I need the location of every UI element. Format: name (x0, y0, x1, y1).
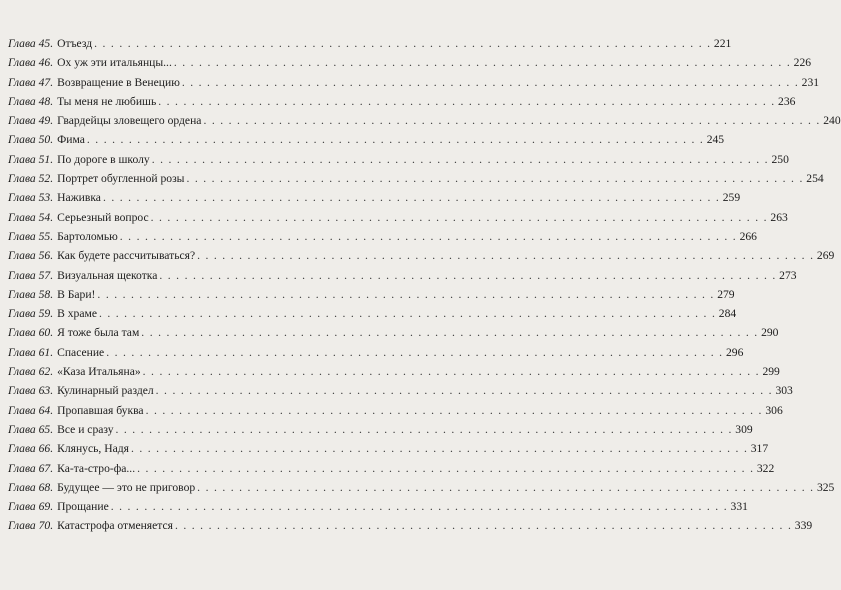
page-number: 245 (706, 133, 725, 147)
toc-entry (8, 53, 812, 72)
chapter-label: Глава 50. (8, 133, 54, 147)
chapter-title: Бартоломью (57, 229, 118, 243)
toc-entry (8, 459, 775, 478)
toc-entry (8, 188, 741, 207)
page-number: 303 (775, 384, 793, 398)
chapter-label: Глава 69. (8, 500, 54, 514)
chapter-title: Как будете рассчитываться? (57, 249, 196, 263)
toc-entry (8, 323, 779, 342)
chapter-title: Возвращение в Венецию (57, 75, 180, 89)
chapter-title: «Каза Итальяна» (57, 365, 141, 379)
page-number: 296 (725, 345, 744, 359)
chapter-label: Глава 63. (8, 384, 54, 398)
chapter-title: Спасение (57, 345, 105, 359)
chapter-label: Глава 47. (8, 75, 54, 89)
toc-entry (8, 478, 835, 497)
dot-leader (111, 497, 728, 516)
toc-entry (8, 401, 783, 420)
dot-leader (87, 130, 704, 149)
page-number: 269 (816, 249, 835, 263)
chapter-title: Портрет обугленной розы (57, 172, 185, 186)
dot-leader (103, 188, 720, 207)
toc-entry (8, 266, 797, 285)
table-of-contents (8, 34, 841, 536)
chapter-title: Ох уж эти итальянцы... (57, 56, 172, 70)
chapter-title: Ты меня не любишь (57, 94, 157, 108)
chapter-title: Наживка (57, 191, 101, 205)
page-number: 299 (762, 365, 780, 379)
chapter-label: Глава 59. (8, 307, 54, 321)
chapter-label: Глава 45. (8, 37, 54, 50)
toc-entry (8, 497, 748, 516)
dot-leader (203, 111, 820, 130)
chapter-label: Глава 61. (8, 345, 54, 359)
chapter-label: Глава 48. (8, 94, 54, 108)
page-number: 254 (806, 172, 824, 186)
chapter-label: Глава 65. (8, 422, 54, 436)
chapter-title: По дороге в школу (57, 152, 150, 166)
page-number: 325 (816, 480, 835, 494)
toc-entry (8, 92, 796, 111)
dot-leader (175, 516, 792, 535)
dot-leader (156, 381, 773, 400)
dot-leader (152, 150, 769, 169)
toc-entry (8, 169, 824, 188)
chapter-title: В храме (57, 307, 97, 321)
toc-entry (8, 34, 732, 53)
dot-leader (158, 92, 775, 111)
page-number: 259 (722, 191, 741, 205)
chapter-label: Глава 58. (8, 287, 54, 301)
dot-leader (182, 73, 799, 92)
toc-entry (8, 111, 841, 130)
toc-entry (8, 208, 788, 227)
page-number: 226 (793, 56, 812, 70)
page-number: 231 (801, 75, 820, 89)
dot-leader (106, 343, 723, 362)
page-number: 279 (717, 287, 735, 301)
chapter-label: Глава 46. (8, 56, 54, 70)
chapter-title: Все и сразу (57, 422, 114, 436)
chapter-label: Глава 49. (8, 114, 54, 128)
chapter-label: Глава 56. (8, 249, 54, 263)
chapter-title: Визуальная щекотка (57, 268, 158, 282)
toc-entry (8, 285, 735, 304)
page-number: 331 (730, 500, 748, 514)
chapter-label: Глава 66. (8, 442, 54, 456)
dot-leader (174, 53, 791, 72)
toc-entry (8, 73, 820, 92)
page-number: 322 (756, 461, 775, 475)
toc-entry (8, 246, 835, 265)
page-number: 339 (794, 519, 813, 533)
chapter-title: Катастрофа отменяется (57, 519, 173, 533)
chapter-label: Глава 68. (8, 480, 54, 494)
page-number: 273 (779, 268, 797, 282)
toc-entry (8, 420, 753, 439)
chapter-label: Глава 67. (8, 461, 54, 475)
page-number: 240 (823, 114, 841, 128)
toc-entry (8, 439, 769, 458)
page-number: 284 (718, 307, 737, 321)
chapter-title: Пропавшая буква (57, 403, 144, 417)
chapter-title: Клянусь, Надя (57, 442, 129, 456)
chapter-title: Отъезд (57, 37, 93, 50)
chapter-title: Фима (57, 133, 85, 147)
chapter-label: Глава 54. (8, 210, 54, 224)
chapter-title: Будущее — это не приговор (57, 480, 196, 494)
chapter-title: Серьезный вопрос (57, 210, 149, 224)
chapter-label: Глава 52. (8, 172, 54, 186)
toc-entry (8, 304, 737, 323)
dot-leader (116, 420, 733, 439)
chapter-title: Я тоже была там (57, 326, 140, 340)
page-number: 306 (765, 403, 783, 417)
dot-leader (99, 304, 716, 323)
chapter-label: Глава 70. (8, 519, 54, 533)
page-number: 317 (750, 442, 769, 456)
chapter-title: Кулинарный раздел (57, 384, 154, 398)
chapter-label: Глава 51. (8, 152, 54, 166)
dot-leader (137, 459, 754, 478)
dot-leader (197, 478, 814, 497)
dot-leader (143, 362, 760, 381)
chapter-label: Глава 53. (8, 191, 54, 205)
chapter-label: Глава 57. (8, 268, 54, 282)
chapter-label: Глава 60. (8, 326, 54, 340)
toc-entry (8, 362, 780, 381)
dot-leader (159, 266, 776, 285)
dot-leader (94, 34, 711, 53)
dot-leader (197, 246, 814, 265)
toc-entry (8, 516, 813, 535)
dot-leader (186, 169, 803, 188)
chapter-title: Ка-та-стро-фа... (57, 461, 136, 475)
page-number: 266 (739, 229, 757, 243)
page-number: 221 (713, 37, 732, 50)
chapter-label: Глава 64. (8, 403, 54, 417)
toc-entry (8, 227, 757, 246)
chapter-label: Глава 62. (8, 365, 54, 379)
dot-leader (131, 439, 748, 458)
toc-entry (8, 150, 789, 169)
dot-leader (120, 227, 737, 246)
dot-leader (97, 285, 714, 304)
chapter-title: В Бари! (57, 287, 96, 301)
dot-leader (141, 323, 758, 342)
toc-entry (8, 130, 725, 149)
page-number: 263 (770, 210, 788, 224)
page-number: 290 (761, 326, 779, 340)
dot-leader (146, 401, 763, 420)
page-number: 250 (771, 152, 789, 166)
chapter-title: Гвардейцы зловещего ордена (57, 114, 202, 128)
toc-entry (8, 381, 793, 400)
dot-leader (151, 208, 768, 227)
chapter-label: Глава 55. (8, 229, 54, 243)
page-number: 309 (735, 422, 753, 436)
chapter-title: Прощание (57, 500, 109, 514)
toc-entry (8, 343, 744, 362)
page-number: 236 (778, 94, 796, 108)
